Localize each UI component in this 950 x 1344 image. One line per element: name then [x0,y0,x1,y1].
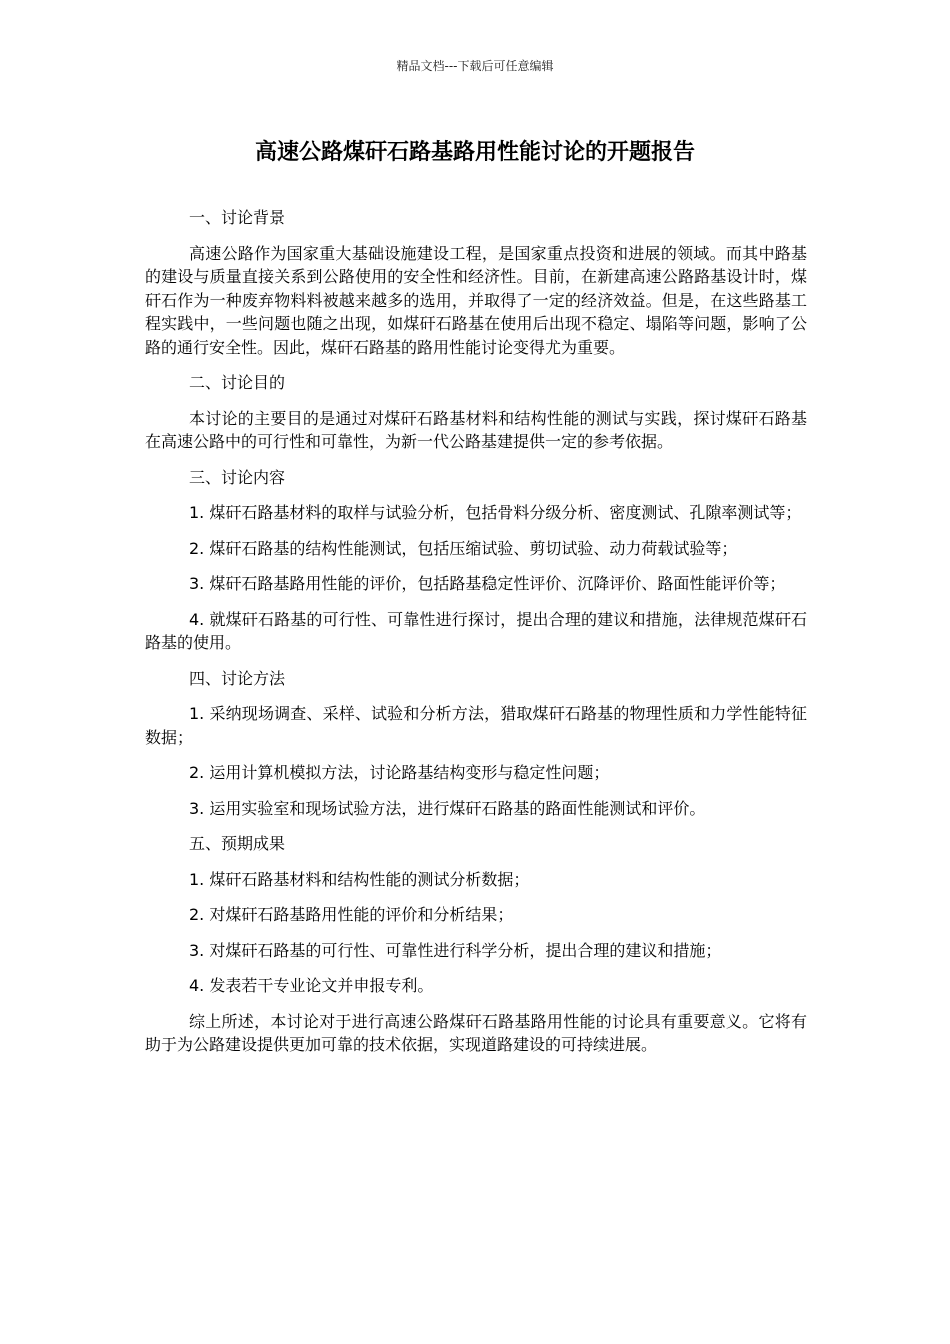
results-item-3: 3. 对煤矸石路基的可行性、可靠性进行科学分析，提出合理的建议和措施； [189,940,722,960]
content-item-1: 1. 煤矸石路基材料的取样与试验分析，包括骨料分级分析、密度测试、孔隙率测试等； [189,503,802,522]
section-heading-background: 一、讨论背景 [189,208,286,227]
header-note: 精品文档---下载后可任意编辑 [396,59,554,73]
conclusion-paragraph: 综上所述，本讨论对于进行高速公路煤矸石路基路用性能的讨论具有重要意义。它将有助于为公路建设提供更加可靠的技术依据，实现道路建设的可持续进展。 [145,1011,807,1054]
methods-item-3: 3. 运用实验室和现场试验方法，进行煤矸石路基的路面性能测试和评价。 [189,798,706,818]
results-item-2: 2. 对煤矸石路基路用性能的评价和分析结果； [189,905,514,924]
content-item-3: 3. 煤矸石路基路用性能的评价，包括路基稳定性评价、沉降评价、路面性能评价等； [189,574,786,593]
results-item-1: 1. 煤矸石路基材料和结构性能的测试分析数据； [189,869,530,889]
document-title: 高速公路煤矸石路基路用性能讨论的开题报告 [254,140,695,165]
results-item-4: 4. 发表若干专业论文并申报专利。 [189,976,434,995]
content-item-4: 4. 就煤矸石路基的可行性、可靠性进行探讨，提出合理的建议和措施，法律规范煤矸石路基的使用。 [145,609,807,652]
content-item-2: 2. 煤矸石路基的结构性能测试，包括压缩试验、剪切试验、动力荷载试验等； [189,538,738,558]
section-heading-purpose: 二、讨论目的 [189,373,286,392]
purpose-paragraph: 本讨论的主要目的是通过对煤矸石路基材料和结构性能的测试与实践，探讨煤矸石路基在高速公路中的可行性和可靠性，为新一代公路基建提供一定的参考依据。 [145,408,807,451]
section-heading-results: 五、预期成果 [189,834,286,853]
methods-item-2: 2. 运用计算机模拟方法，讨论路基结构变形与稳定性问题； [189,763,610,782]
section-heading-methods: 四、讨论方法 [189,668,286,688]
background-paragraph: 高速公路作为国家重大基础设施建设工程，是国家重点投资和进展的领域。而其中路基的建设与质量直接关系到公路使用的安全性和经济性。目前，在新建高速公路路基设计时，煤矸石作为一种废弃物料料被越来越多的选用，并取得了一定的经济效益。但是，在这些路基工程实践中，一些问题也随之出现，如煤矸石路基在使用后出现不稳定、塌陷等问题，影响了公路的通行安全性。因此，煤矸石路基的路用性能讨论变得尤为重要。 [145,243,807,357]
methods-item-1: 1. 采纳现场调查、采样、试验和分析方法，猎取煤矸石路基的物理性质和力学性能特征数据； [145,704,807,747]
document-body [145,206,807,1069]
section-heading-content: 三、讨论内容 [189,467,286,487]
